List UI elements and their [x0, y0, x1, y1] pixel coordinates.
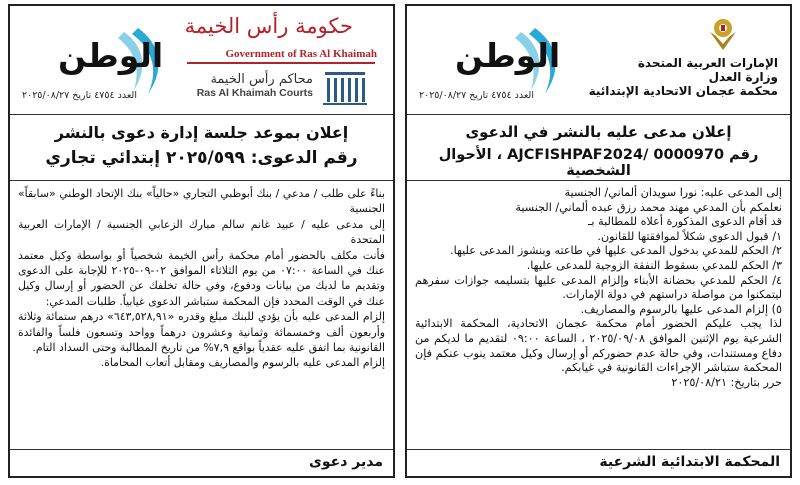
body-line: إلزام المدعى عليه بأن يؤدي للبنك مبلغ وقدره «٦٤٣,٥٢٨,٩١» درهم ستمائة وثلاثة وأربعون ألف وخمسمائة وثمانية وعشرون درهماً وواحد وتسعون فلساً والفائدة القانونية بما اتفق عليه عقدياً بواقع ٧,٩% من تاريخ المطالبة وحتى السداد التام.	[18, 310, 386, 355]
org-line-3: محكمة عجمان الاتحادية الإبتدائية	[588, 84, 778, 98]
case-number: رقم AJCFISHPAF2024/ 0000970 ، الأحوال الشخصية	[438, 147, 759, 179]
body-line: ١/ قبول الدعوى شكلاً لموافقتها للقانون.	[597, 229, 782, 243]
notice-title: إعلان بموعد جلسة إدارة دعوى بالنشر	[54, 123, 349, 142]
body-line: لذا يجب عليكم الحضور أمام محكمة عجمان الاتحادية، المحكمة الابتدائية الشرعية يوم الإثنين الموافق ٢٠٢٥/٠٩/٠٨ ، الساعة ٠٩:٠٠ لتقديم ما لديكم من دفاع ومستندات، وفي حالة عدم حضوركم أو إرسال وكيل معتمد ينوب عنكم فإن المحكمة ستباشر الإجراءات القانونية في غيابكم.	[415, 317, 782, 375]
ministry-block	[589, 14, 778, 98]
body-line: فأنت مكلف بالحضور أمام محكمة رأس الخيمة شخصياً أو بواسطة وكيل معتمد عنك في الساعة ٠٧:٠٠ من يوم الثلاثاء الموافق ٠٢-٠٩-٢٠٢٥ للإجابة على الدعوى وتقديم ما لديك من بيانات ودفوع، وفي حالة تخلفك عن الحضور أو إرسال وكيل عنك في الوقت المحدد فإن المحكمة ستباشر الدعوى غيابياً. طلبات المدعي:	[18, 248, 386, 308]
notice-title-box	[407, 114, 790, 181]
body-line: إلى مدعى عليه / عبيد غانم سالم مبارك الزعابي الجنسية / الإمارات العربية المتحدة	[18, 217, 385, 247]
case-number: رقم الدعوى: ٢٠٢٥/٥٩٩ إبتدائي تجاري	[45, 148, 358, 168]
uae-emblem-icon	[706, 14, 740, 54]
notice-footer	[10, 449, 393, 476]
org-line-1: الإمارات العربية المتحدة	[637, 56, 778, 70]
body-line: ٥) إلزام المدعى عليها بالرسوم والمصاريف.	[580, 302, 782, 316]
notice-title: إعلان مدعى عليه بالنشر في الدعوى	[465, 123, 732, 141]
notice-body	[415, 186, 782, 390]
notice-header	[407, 6, 790, 115]
notice-body	[18, 186, 385, 371]
notice-footer	[407, 449, 790, 476]
courts-block	[197, 72, 313, 99]
body-line: إلزام المدعى عليه بالرسوم والمصاريف ومقابل أتعاب المحاماة.	[100, 356, 385, 370]
notice-header	[10, 6, 393, 115]
courts-columns-icon	[319, 70, 371, 106]
alwatan-logo-text: الوطن	[58, 36, 164, 75]
body-line: إلى المدعى عليه: نورا سويدان ألماني/ الجنسية	[564, 186, 782, 199]
issue-line: العدد ٤٧٥٤ تاريخ ٢٠٢٥/٠٨/٢٧	[22, 90, 137, 101]
notice-title-box	[10, 114, 393, 181]
notice-rak	[8, 4, 395, 478]
signature: المحكمة الابتدائية الشرعية	[599, 454, 780, 470]
divider	[187, 62, 375, 64]
notice-ajman	[405, 4, 792, 478]
body-line: حرر بتاريخ: ٢٠٢٥/٠٨/٢١	[671, 375, 782, 389]
courts-name-ar: محاكم رأس الخيمة	[210, 72, 313, 87]
body-line: بناءً على طلب / مدعي / بنك أبوظبي التجاري «حالياً» بنك الإتحاد الوطني «سابقاً» الجنسية	[18, 187, 385, 216]
body-line: قد أقام الدعوى المذكورة أعلاه للمطالبة بـ	[588, 215, 782, 229]
courts-name-en: Ras Al Khaimah Courts	[196, 87, 313, 99]
body-line: ٤/ الحكم للمدعي بحضانة الأبناء وإلزام المدعى عليها بتسليمه جوازات سفرهم ليتمكنوا من مواصلة دراستهم في دولة الإمارات.	[415, 273, 782, 302]
gov-name-ar: حكومة رأس الخيمة	[184, 14, 353, 38]
gov-name-en: Government of Ras Al Khaimah	[225, 48, 377, 60]
org-line-2: وزارة العدل	[708, 70, 778, 84]
issue-line: العدد ٤٧٥٤ تاريخ ٢٠٢٥/٠٨/٢٧	[419, 90, 534, 101]
signature: مدير دعوى	[309, 454, 383, 470]
alwatan-logo-text: الوطن	[455, 36, 561, 75]
body-line: ٢/ الحكم للمدعي بدخول المدعى عليها في طاعته وبنشوز المدعى عليها.	[450, 244, 782, 258]
body-line: ٣/ الحكم للمدعي بسقوط النفقة الزوجية للمدعى عليها.	[526, 258, 782, 272]
body-line: نعلمكم بأن المدعي مهند محمد رزق عبده ألماني/ الجنسية	[515, 200, 782, 214]
